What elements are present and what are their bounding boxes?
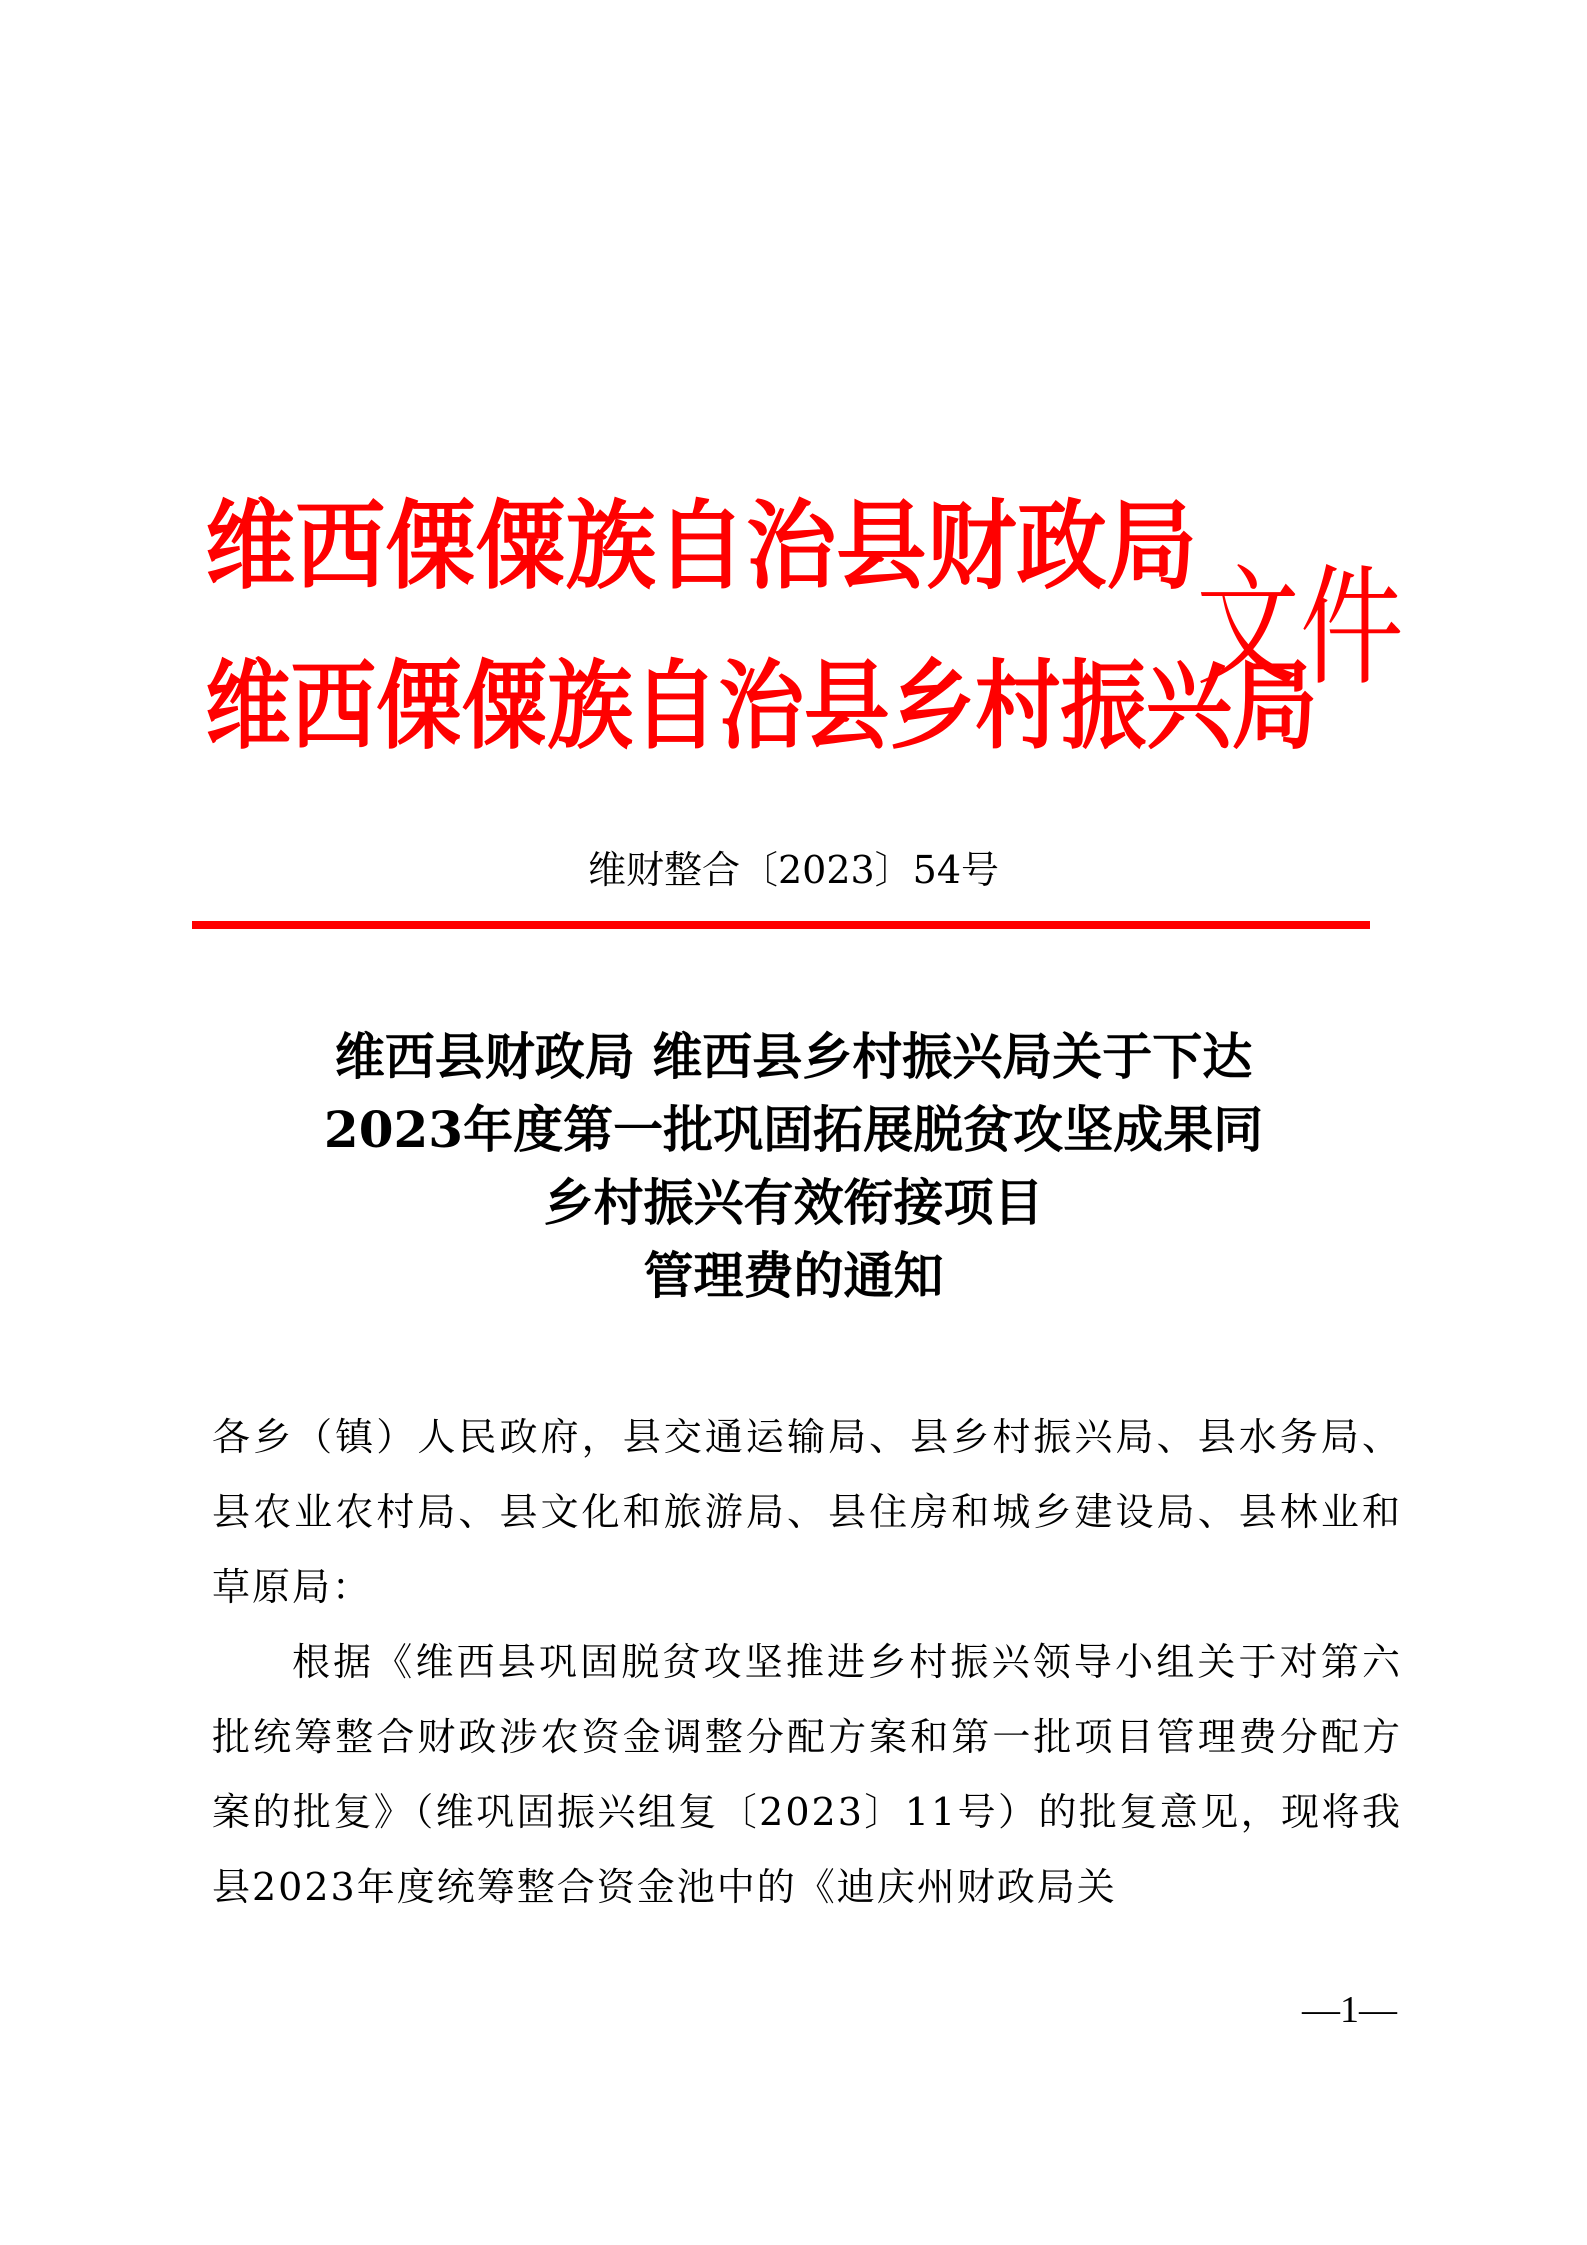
page-number: —1— <box>1302 1989 1397 2031</box>
body-paragraph-1: 根据《维西县巩固脱贫攻坚推进乡村振兴领导小组关于对第六批统筹整合财政涉农资金调整分配方案和第一批项目管理费分配方案的批复》（维巩固振兴组复〔2023〕11号）的批复意见，现将我县2023年度统筹整合资金池中的《迪庆州财政局关 <box>212 1640 1402 1909</box>
issuer-rural-revitalization-bureau: 维西傈僳族自治县乡村振兴局 <box>205 649 1318 763</box>
document-type-label: 文件 <box>1196 551 1404 704</box>
document-number: 维财整合〔2023〕54号 <box>587 848 1000 892</box>
title-line-2: 2023年度第一批巩固拓展脱贫攻坚成果同 <box>323 1100 1264 1159</box>
title-line-3: 乡村振兴有效衔接项目 <box>543 1173 1044 1232</box>
document-title <box>0 1020 1587 1312</box>
red-divider-line <box>192 921 1370 929</box>
issuer-finance-bureau: 维西傈僳族自治县财政局 <box>205 489 1197 603</box>
document-body <box>212 1400 1402 1925</box>
title-line-4: 管理费的通知 <box>643 1246 944 1305</box>
addressees: 各乡（镇）人民政府，县交通运输局、县乡村振兴局、县水务局、县农业农村局、县文化和旅游局、县住房和城乡建设局、县林业和草原局： <box>212 1415 1402 1609</box>
title-line-1: 维西县财政局 维西县乡村振兴局关于下达 <box>334 1027 1253 1086</box>
